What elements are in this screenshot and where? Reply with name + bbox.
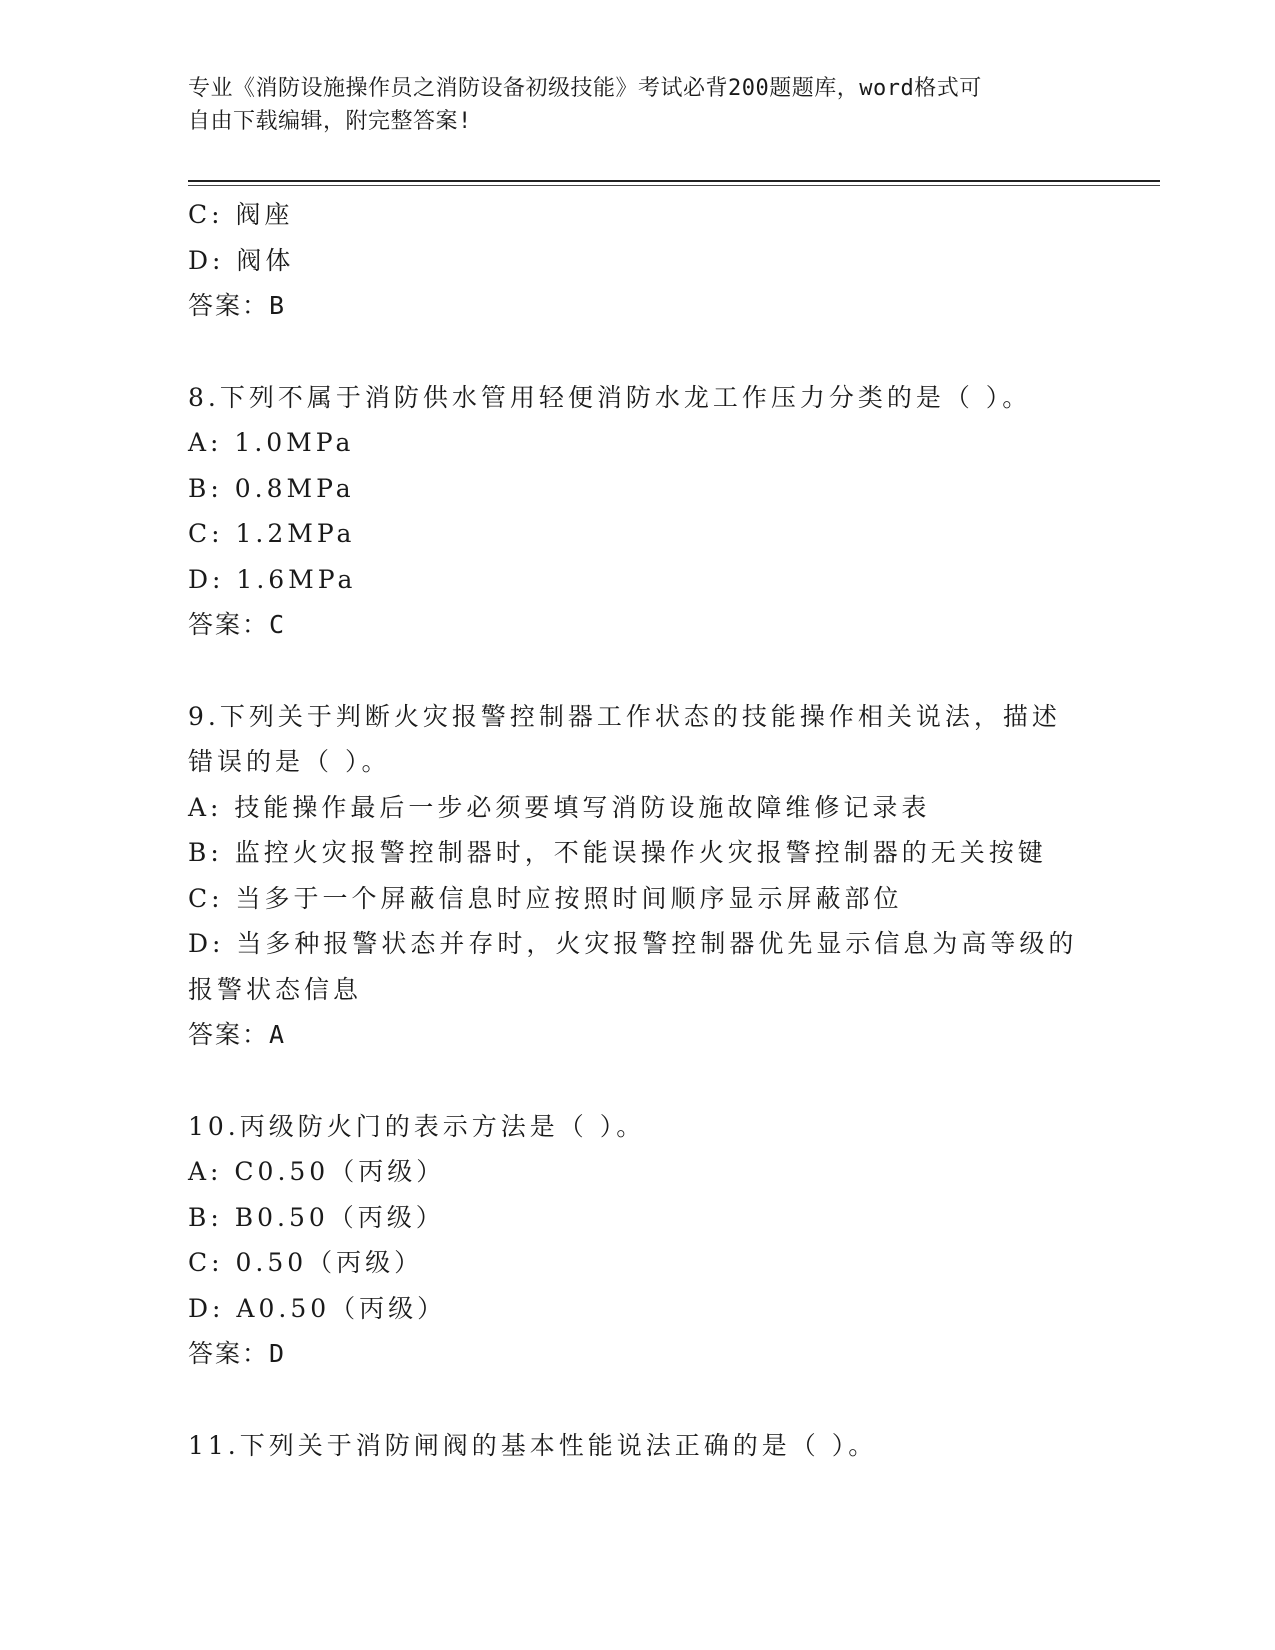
- question-9: [188, 694, 1088, 1058]
- header-line-1: 专业《消防设施操作员之消防设备初级技能》考试必背200题题库，word格式可: [188, 76, 982, 101]
- question-text: 11.下列关于消防闸阀的基本性能说法正确的是（ ）。: [188, 1430, 878, 1460]
- question-11: [188, 1423, 1088, 1469]
- option-a: A: 1.0MPa: [188, 428, 355, 457]
- question-10: [188, 1104, 1088, 1377]
- option-a: A: 技能操作最后一步必须要填写消防设施故障维修记录表: [188, 792, 931, 822]
- question-text: 10.丙级防火门的表示方法是（ ）。: [188, 1111, 646, 1141]
- option-b: B: 0.8MPa: [188, 473, 355, 503]
- header-line-2: 自由下载编辑，附完整答案!: [188, 109, 472, 134]
- option-c: C: 阀座: [188, 200, 294, 229]
- question-text: 8.下列不属于消防供水管用轻便消防水龙工作压力分类的是（ ）。: [188, 382, 1032, 412]
- option-d: D: 阀体: [188, 245, 295, 275]
- option-b: B: 监控火灾报警控制器时，不能误操作火灾报警控制器的无关按键: [188, 838, 1047, 867]
- answer-line: 答案：B: [188, 291, 287, 320]
- option-d-line-1: D: 当多种报警状态并存时，火灾报警控制器优先显示信息为高等级的: [188, 929, 1078, 958]
- answer-line: 答案：D: [188, 1339, 287, 1368]
- question-7-fragment: [188, 192, 1088, 329]
- option-c: C: 当多于一个屏蔽信息时应按照时间顺序显示屏蔽部位: [188, 883, 903, 913]
- header-rule-thick: [188, 180, 1160, 182]
- answer-line: 答案：A: [188, 1020, 287, 1049]
- option-c: C: 0.50（丙级）: [188, 1248, 424, 1277]
- answer-line: 答案：C: [188, 610, 287, 639]
- question-text-line-2: 错误的是（ ）。: [188, 747, 391, 776]
- option-b: B: B0.50（丙级）: [188, 1202, 445, 1232]
- question-8: [188, 375, 1088, 648]
- question-text-line-1: 9.下列关于判断火灾报警控制器工作状态的技能操作相关说法，描述: [188, 701, 1061, 731]
- document-header: [188, 72, 1088, 138]
- option-a: A: C0.50（丙级）: [188, 1157, 446, 1186]
- option-d: D: 1.6MPa: [188, 564, 357, 594]
- option-c: C: 1.2MPa: [188, 519, 356, 548]
- header-rule-thin: [188, 185, 1160, 186]
- question-list: [188, 192, 1088, 1468]
- option-d-line-2: 报警状态信息: [188, 974, 363, 1004]
- option-d: D: A0.50（丙级）: [188, 1293, 447, 1323]
